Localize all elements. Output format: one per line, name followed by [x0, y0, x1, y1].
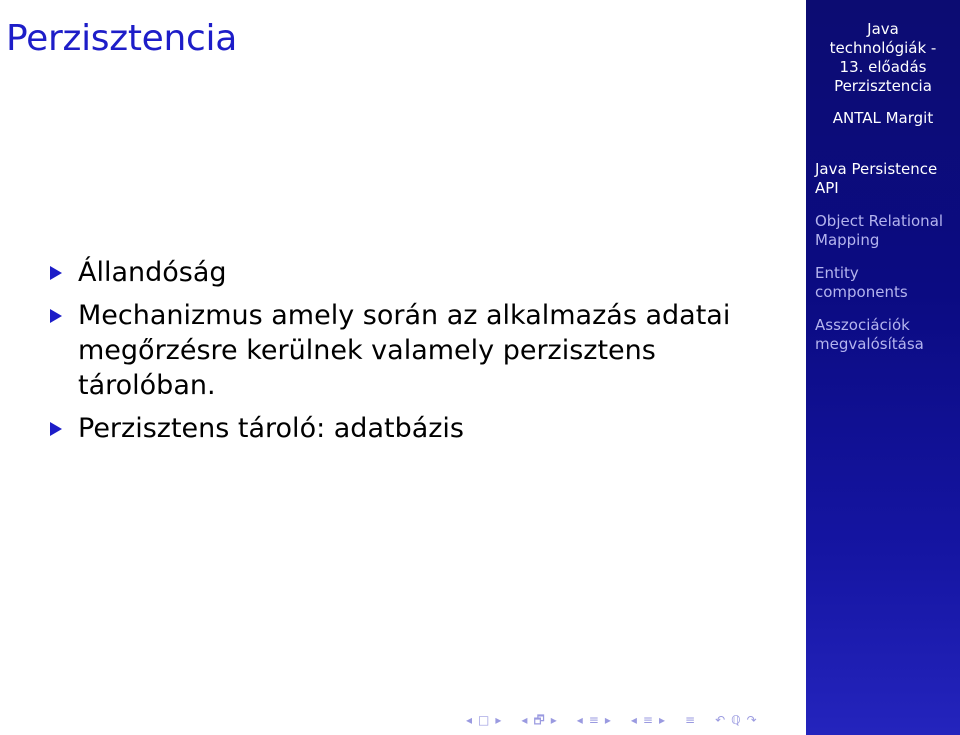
nav-section-icon[interactable]: ≡	[642, 713, 653, 727]
nav-next-slide-icon[interactable]: ▸	[495, 713, 502, 727]
frame-title: Perzisztencia	[6, 18, 237, 59]
nav-forward-icon[interactable]: ↷	[746, 713, 757, 727]
bullet-text: Perzisztens tároló: adatbázis	[78, 413, 465, 444]
sidebar-title-line: technológiák -	[829, 39, 937, 57]
bullet-list	[50, 255, 770, 454]
sidebar	[806, 0, 960, 735]
sidebar-section-list	[815, 160, 955, 368]
nav-prev-subsection-icon[interactable]: ◂	[576, 713, 583, 727]
sidebar-title[interactable]	[806, 20, 960, 96]
nav-next-subsection-icon[interactable]: ▸	[604, 713, 611, 727]
bullet-arrow-icon	[50, 422, 62, 436]
sidebar-section-entity-components[interactable]: Entity components	[815, 264, 908, 301]
bullet-text: Állandóság	[78, 257, 227, 288]
bullet-arrow-icon	[50, 266, 62, 280]
nav-search-icon[interactable]: ℚ	[731, 713, 741, 727]
sidebar-section-asszociaciok[interactable]: Asszociációk megvalósítása	[815, 316, 924, 353]
nav-next-section-icon[interactable]: ▸	[658, 713, 665, 727]
beamer-navigation-bar	[466, 712, 801, 728]
nav-frame-icon[interactable]: 🗗	[533, 713, 545, 727]
bullet-text: Mechanizmus amely során az alkalmazás adatai megőrzésre kerülnek valamely perzisztens tárolóban.	[78, 300, 731, 401]
sidebar-author[interactable]: ANTAL Margit	[832, 109, 934, 127]
nav-prev-section-icon[interactable]: ◂	[630, 713, 637, 727]
nav-prev-slide-icon[interactable]: ◂	[466, 713, 473, 727]
sidebar-title-line: 13. előadás	[839, 58, 927, 76]
sidebar-title-line: Java	[867, 20, 899, 38]
nav-prev-frame-icon[interactable]: ◂	[521, 713, 528, 727]
sidebar-section-java-persistence-api[interactable]: Java Persistence API	[815, 160, 938, 197]
sidebar-section-object-relational-mapping[interactable]: Object Relational Mapping	[815, 212, 944, 249]
bullet-item	[50, 298, 770, 403]
nav-back-icon[interactable]: ↶	[715, 713, 726, 727]
nav-slide-icon[interactable]: □	[478, 713, 490, 727]
nav-subsection-icon[interactable]: ≡	[588, 713, 599, 727]
sidebar-title-line: Perzisztencia	[834, 77, 932, 95]
nav-next-frame-icon[interactable]: ▸	[550, 713, 557, 727]
bullet-arrow-icon	[50, 309, 62, 323]
bullet-item	[50, 411, 770, 446]
bullet-item	[50, 255, 770, 290]
nav-document-icon[interactable]: ≡	[685, 713, 696, 727]
